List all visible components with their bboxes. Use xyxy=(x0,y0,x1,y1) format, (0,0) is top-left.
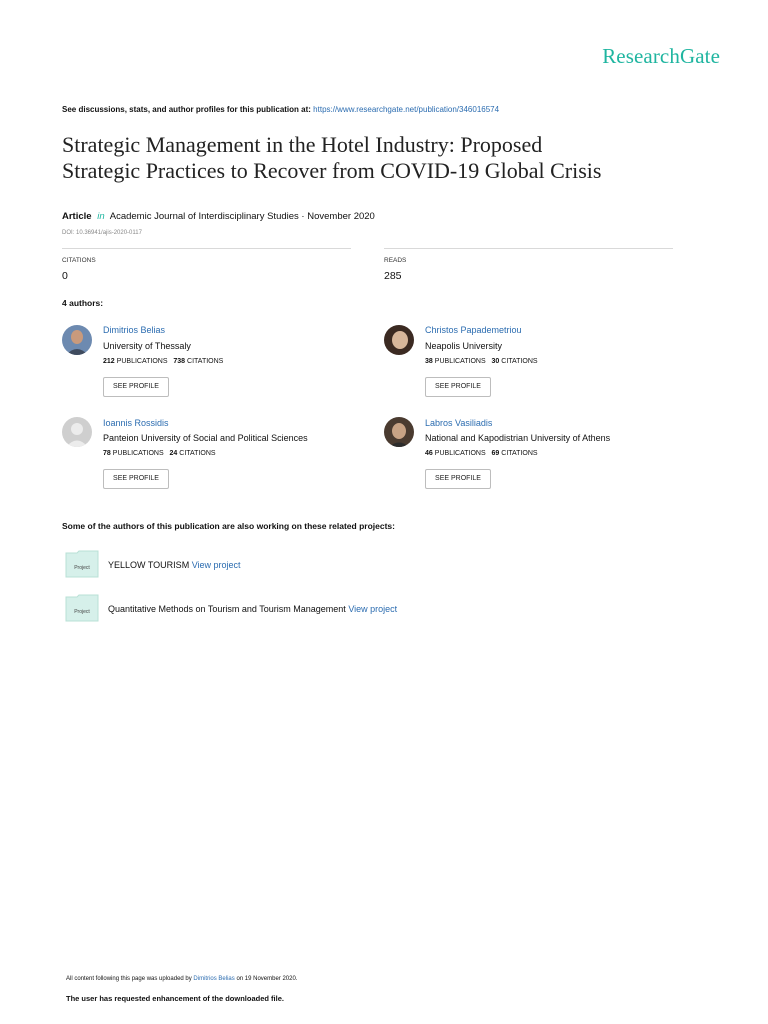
upload-note xyxy=(66,976,297,982)
related-projects-heading: Some of the authors of this publication are also working on these related projects: xyxy=(62,521,395,531)
divider-left xyxy=(62,248,351,249)
author-stats-2 xyxy=(425,358,538,365)
citations-count: 738 xyxy=(173,358,186,365)
citations-count: 69 xyxy=(491,450,500,457)
upload-suffix: on 19 November 2020. xyxy=(236,976,298,982)
author-stats-1 xyxy=(103,358,223,365)
title-line-2: Strategic Practices to Recover from COVID-19 Global Crisis xyxy=(62,158,602,183)
see-profile-button-3[interactable]: SEE PROFILE xyxy=(103,469,169,489)
project-folder-label: Project xyxy=(74,565,90,571)
reads-label: READS xyxy=(384,257,407,264)
researchgate-logo[interactable]: ResearchGate xyxy=(602,44,720,68)
see-profile-button-1[interactable]: SEE PROFILE xyxy=(103,377,169,397)
title-line-1: Strategic Management in the Hotel Industry: Proposed xyxy=(62,132,543,157)
publications-label: PUBLICATIONS xyxy=(434,450,486,457)
author-avatar-1[interactable] xyxy=(62,325,92,355)
authors-heading: 4 authors: xyxy=(62,298,104,308)
project-item-1 xyxy=(108,560,241,570)
avatar-photo-icon xyxy=(62,325,92,355)
publications-count: 38 xyxy=(425,358,433,365)
reads-value: 285 xyxy=(384,270,402,282)
publications-count: 46 xyxy=(425,450,433,457)
author-avatar-4[interactable] xyxy=(384,417,414,447)
in-word: in xyxy=(97,211,105,222)
author-stats-3 xyxy=(103,450,216,457)
citations-label: CITATIONS xyxy=(187,358,224,365)
publication-meta xyxy=(62,211,375,222)
view-project-link[interactable]: View project xyxy=(191,560,241,570)
author-name-1[interactable]: Dimitrios Belias xyxy=(103,325,166,335)
project-folder-icon xyxy=(65,594,99,620)
default-avatar-icon xyxy=(62,417,92,447)
author-institution-1: University of Thessaly xyxy=(103,341,191,351)
project-folder-label: Project xyxy=(74,609,90,615)
see-profile-button-4[interactable]: SEE PROFILE xyxy=(425,469,491,489)
publications-count: 78 xyxy=(103,450,111,457)
publications-label: PUBLICATIONS xyxy=(116,358,168,365)
view-project-link[interactable]: View project xyxy=(348,604,398,614)
citations-value: 0 xyxy=(62,270,68,282)
publication-url-link[interactable]: https://www.researchgate.net/publication/346016574 xyxy=(313,105,500,114)
author-name-3[interactable]: Ioannis Rossidis xyxy=(103,418,169,428)
author-avatar-2[interactable] xyxy=(384,325,414,355)
discussions-text: See discussions, stats, and author profiles for this publication at: xyxy=(62,105,311,114)
publication-title xyxy=(62,132,722,184)
citations-label: CITATIONS xyxy=(501,358,538,365)
publications-count: 212 xyxy=(103,358,115,365)
discussions-line xyxy=(62,105,499,114)
uploader-link[interactable]: Dimitrios Belias xyxy=(193,976,235,982)
project-name: Quantitative Methods on Tourism and Tourism Management xyxy=(108,604,346,614)
avatar-photo-icon xyxy=(384,417,414,447)
doi-text: DOI: 10.36941/ajis-2020-0117 xyxy=(62,230,142,236)
citations-count: 30 xyxy=(491,358,500,365)
citations-label: CITATIONS xyxy=(62,257,96,264)
project-folder-icon xyxy=(65,550,99,576)
author-name-2[interactable]: Christos Papademetriou xyxy=(425,325,522,335)
upload-prefix: All content following this page was uploaded by xyxy=(66,976,192,982)
project-name: YELLOW TOURISM xyxy=(108,560,190,570)
author-institution-3: Panteion University of Social and Political Sciences xyxy=(103,433,308,443)
publications-label: PUBLICATIONS xyxy=(112,450,164,457)
enhancement-note: The user has requested enhancement of the downloaded file. xyxy=(66,994,284,1003)
journal-name[interactable]: Academic Journal of Interdisciplinary Studies · November 2020 xyxy=(109,211,375,222)
author-institution-4: National and Kapodistrian University of Athens xyxy=(425,433,611,443)
author-institution-2: Neapolis University xyxy=(425,341,503,351)
project-item-2 xyxy=(108,604,397,614)
divider-right xyxy=(384,248,673,249)
publications-label: PUBLICATIONS xyxy=(434,358,486,365)
author-name-4[interactable]: Labros Vasiliadis xyxy=(425,418,493,428)
avatar-photo-icon xyxy=(384,325,414,355)
citations-label: CITATIONS xyxy=(501,450,538,457)
article-type: Article xyxy=(62,211,92,222)
see-profile-button-2[interactable]: SEE PROFILE xyxy=(425,377,491,397)
citations-label: CITATIONS xyxy=(179,450,216,457)
citations-count: 24 xyxy=(169,450,178,457)
author-avatar-3[interactable] xyxy=(62,417,92,447)
author-stats-4 xyxy=(425,450,538,457)
